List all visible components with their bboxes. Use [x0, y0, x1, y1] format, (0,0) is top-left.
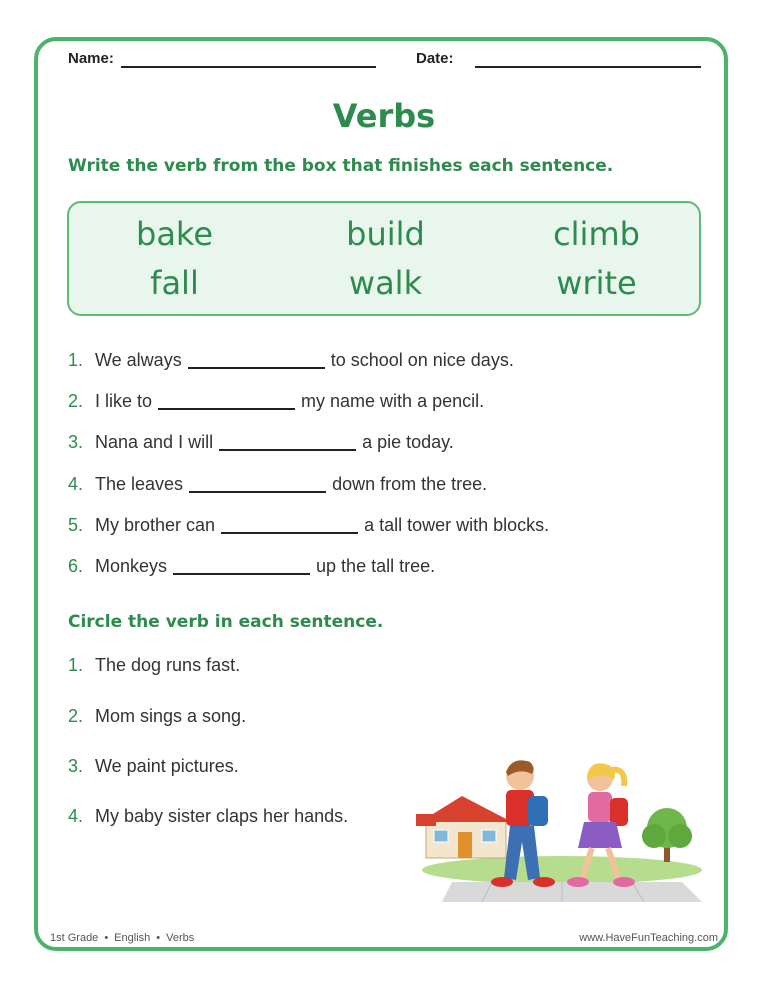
- sentence-start: We always: [95, 350, 182, 370]
- circle-sentence-1[interactable]: [68, 655, 240, 676]
- item-number: 3.: [68, 756, 84, 776]
- sentence-start: Nana and I will: [95, 432, 214, 452]
- sentence-end: a tall tower with blocks.: [364, 515, 550, 535]
- bullet-dot: •: [156, 932, 161, 944]
- fill-sentence-1: [68, 350, 514, 371]
- instruction-1: Write the verb from the box that finishes each sentence.: [68, 156, 614, 176]
- name-label: Name:: [68, 50, 114, 67]
- fill-sentence-3: [68, 432, 454, 453]
- circle-sentence-2[interactable]: [68, 706, 246, 727]
- footer-tags: [50, 932, 194, 944]
- sentence-text: The dog runs fast.: [95, 655, 241, 675]
- word-bank: [67, 201, 701, 316]
- circle-sentence-3[interactable]: [68, 756, 239, 777]
- fill-sentence-2: [68, 391, 484, 412]
- answer-blank[interactable]: [158, 407, 295, 410]
- answer-blank[interactable]: [188, 366, 325, 369]
- date-line[interactable]: [475, 66, 701, 68]
- sentence-start: The leaves: [95, 474, 184, 494]
- item-number: 4.: [68, 806, 84, 826]
- bullet-dot: •: [104, 932, 109, 944]
- instruction-2: Circle the verb in each sentence.: [68, 612, 384, 632]
- item-number: 5.: [68, 515, 84, 535]
- footer-tag: English: [114, 932, 151, 944]
- answer-blank[interactable]: [221, 531, 358, 534]
- sentence-text: We paint pictures.: [95, 756, 239, 776]
- sentence-end: my name with a pencil.: [301, 391, 485, 411]
- sentence-text: My baby sister claps her hands.: [95, 806, 349, 826]
- sentence-start: Monkeys: [95, 556, 168, 576]
- answer-blank[interactable]: [173, 572, 310, 575]
- word-bake: bake: [136, 215, 213, 253]
- word-write: write: [556, 264, 637, 302]
- word-climb: climb: [553, 215, 640, 253]
- answer-blank[interactable]: [219, 448, 356, 451]
- item-number: 1.: [68, 655, 84, 675]
- fill-sentence-6: [68, 556, 435, 577]
- sentence-end: down from the tree.: [332, 474, 488, 494]
- date-label: Date:: [416, 50, 454, 67]
- name-line[interactable]: [121, 66, 376, 68]
- children-walking-illustration: [412, 752, 704, 912]
- circle-sentence-4[interactable]: [68, 806, 348, 827]
- item-number: 2.: [68, 391, 84, 411]
- sentence-start: I like to: [95, 391, 153, 411]
- item-number: 6.: [68, 556, 84, 576]
- footer-tag: 1st Grade: [50, 932, 99, 944]
- sentence-text: Mom sings a song.: [95, 706, 247, 726]
- sentence-end: a pie today.: [362, 432, 454, 452]
- page-title: Verbs: [332, 97, 436, 135]
- item-number: 3.: [68, 432, 84, 452]
- item-number: 1.: [68, 350, 84, 370]
- sentence-start: My brother can: [95, 515, 216, 535]
- answer-blank[interactable]: [189, 490, 326, 493]
- fill-sentence-5: [68, 515, 549, 536]
- item-number: 2.: [68, 706, 84, 726]
- word-walk: walk: [348, 264, 423, 302]
- fill-sentence-4: [68, 474, 487, 495]
- footer-tag: Verbs: [166, 932, 195, 944]
- item-number: 4.: [68, 474, 84, 494]
- word-build: build: [346, 215, 425, 253]
- footer-website[interactable]: www.HaveFunTeaching.com: [579, 932, 718, 944]
- sentence-end: up the tall tree.: [316, 556, 436, 576]
- sentence-end: to school on nice days.: [330, 350, 514, 370]
- word-fall: fall: [150, 264, 199, 302]
